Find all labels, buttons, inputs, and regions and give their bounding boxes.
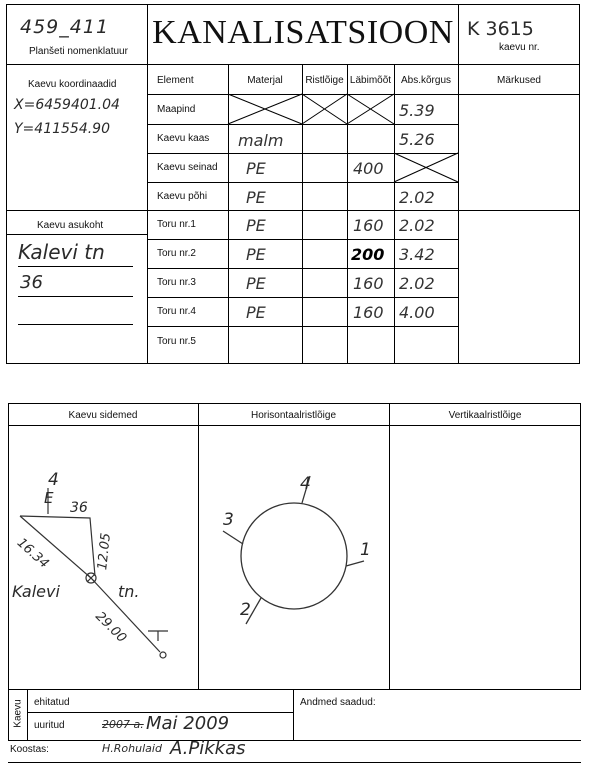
material-value: PE bbox=[246, 274, 266, 293]
coords-title: Kaevu koordinaadid bbox=[28, 79, 117, 90]
section-vertical-title: Vertikaalristlõige bbox=[448, 410, 522, 421]
header-notes: Märkused bbox=[497, 75, 541, 86]
diameter-value: 200 bbox=[351, 245, 385, 264]
elevation-value: 2.02 bbox=[399, 216, 435, 235]
section-horizontal-title: Horisontaalristlõige bbox=[250, 410, 337, 421]
location-line1: Kalevi tn bbox=[18, 240, 105, 264]
divider bbox=[8, 762, 581, 763]
sketch-label-e: E bbox=[44, 489, 54, 507]
received-label: Andmed saadud: bbox=[300, 697, 376, 708]
elevation-value: 4.00 bbox=[399, 303, 435, 322]
sketch-label-4: 4 bbox=[48, 470, 59, 490]
well-number-label: kaevu nr. bbox=[499, 42, 540, 53]
header-diameter: Läbimõõt bbox=[349, 75, 392, 86]
divider bbox=[8, 690, 9, 740]
material-value: PE bbox=[246, 303, 266, 322]
header-material: Materjal bbox=[247, 75, 283, 86]
pipe-label-1: 1 bbox=[360, 540, 371, 560]
sketch-dist-1205: 12.05 bbox=[95, 532, 115, 571]
sketch-dist-1634: 16.34 bbox=[13, 535, 52, 572]
location-title: Kaevu asukoht bbox=[37, 220, 104, 231]
row-label: Toru nr.4 bbox=[157, 306, 196, 317]
elevation-value: 5.26 bbox=[399, 130, 435, 149]
location-line2: 36 bbox=[20, 272, 43, 293]
elevation-value: 2.02 bbox=[399, 188, 435, 207]
row-label: Kaevu kaas bbox=[157, 133, 210, 144]
sketch-street-b: tn. bbox=[118, 582, 140, 601]
coord-y: Y=411554.90 bbox=[14, 121, 110, 137]
material-value: PE bbox=[246, 188, 266, 207]
sketch-dist-2900: 29.00 bbox=[92, 609, 130, 646]
divider bbox=[389, 403, 390, 690]
material-value: PE bbox=[246, 159, 266, 178]
row-label: Kaevu põhi bbox=[157, 191, 208, 202]
pipe-label-3: 3 bbox=[223, 510, 234, 530]
header-elevation: Abs.kõrgus bbox=[400, 75, 452, 86]
nomenclature-value: 459_411 bbox=[20, 16, 110, 38]
sketch-dist-36: 36 bbox=[70, 500, 88, 516]
elevation-value: 5.39 bbox=[399, 101, 435, 120]
pipe-label-4: 4 bbox=[300, 474, 311, 494]
header-element: Element bbox=[157, 75, 194, 86]
built-label: ehitatud bbox=[34, 697, 70, 708]
page-title: KANALISATSIOON bbox=[152, 14, 454, 51]
author-handwritten: A.Pikkas bbox=[170, 738, 246, 759]
section-ties-title: Kaevu sidemed bbox=[68, 410, 138, 421]
row-label: Toru nr.2 bbox=[157, 248, 196, 259]
row-label: Maapind bbox=[157, 104, 196, 115]
row-label: Toru nr.3 bbox=[157, 277, 196, 288]
pipe-label-2: 2 bbox=[240, 600, 251, 620]
material-value: PE bbox=[246, 245, 266, 264]
row-label: Toru nr.1 bbox=[157, 219, 196, 230]
surveyed-label: uuritud bbox=[34, 720, 65, 731]
divider bbox=[293, 690, 294, 740]
row-label: Toru nr.5 bbox=[157, 336, 196, 347]
surveyed-struck: 2007 a. bbox=[102, 718, 144, 731]
side-label: Kaevu bbox=[12, 699, 24, 728]
diameter-value: 160 bbox=[353, 274, 384, 293]
header-cross-section: Ristlõige bbox=[305, 75, 344, 86]
author-label: Koostas: bbox=[10, 744, 49, 755]
well-number-value: K 3615 bbox=[467, 18, 534, 40]
material-value: malm bbox=[238, 131, 284, 150]
elevation-value: 3.42 bbox=[399, 245, 435, 264]
divider bbox=[27, 690, 28, 740]
divider bbox=[8, 740, 581, 741]
diameter-value: 400 bbox=[353, 159, 384, 178]
nomenclature-label: Planšeti nomenklatuur bbox=[29, 46, 128, 57]
surveyed-value: Mai 2009 bbox=[146, 713, 230, 734]
crossed-cells bbox=[0, 0, 591, 364]
material-value: PE bbox=[246, 216, 266, 235]
diameter-value: 160 bbox=[353, 216, 384, 235]
diameter-value: 160 bbox=[353, 303, 384, 322]
author-printed: H.Rohulaid bbox=[102, 742, 162, 755]
coord-x: X=6459401.04 bbox=[14, 97, 120, 113]
row-label: Kaevu seinad bbox=[157, 162, 218, 173]
elevation-value: 2.02 bbox=[399, 274, 435, 293]
sketch-street-a: Kalevi bbox=[12, 582, 60, 601]
